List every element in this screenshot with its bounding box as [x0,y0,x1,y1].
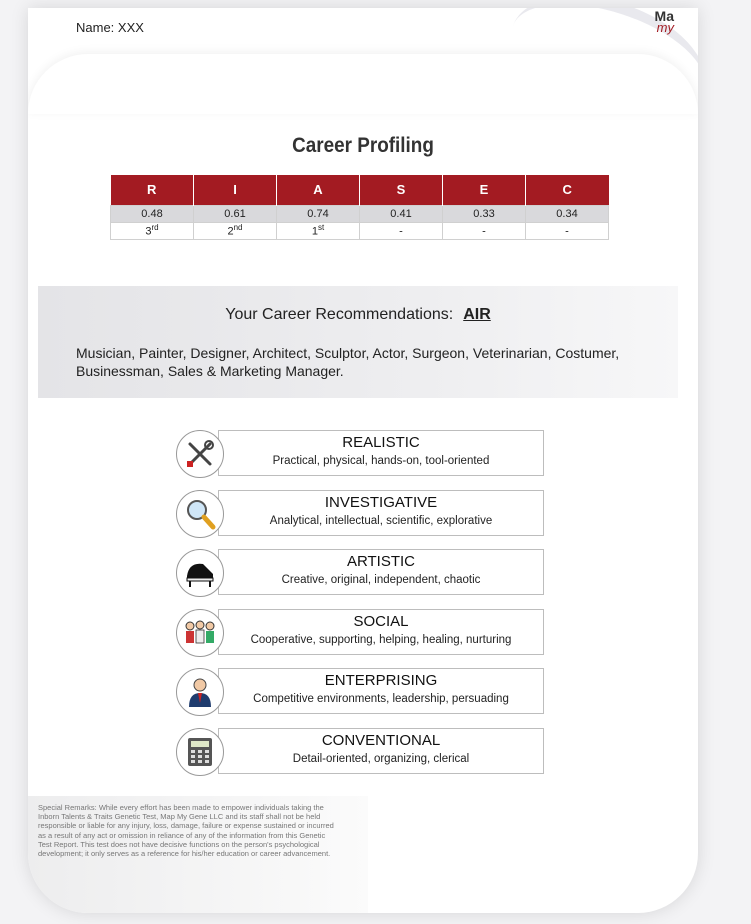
rank-cell [443,222,526,239]
type-row-social [176,609,544,655]
header-cell-r: R [111,175,194,205]
type-description: Creative, original, independent, chaotic [281,574,481,587]
rank-number: 1 [311,225,318,238]
type-box [218,430,544,476]
logo-text-bottom: my [656,20,674,35]
page-header [28,8,698,56]
type-description: Practical, physical, hands-on, tool-oriented [272,455,490,467]
rank-cell [277,222,360,239]
logo-text-top: Ma [654,8,674,24]
type-box [218,668,544,714]
businessman-icon [176,668,224,716]
type-row-realistic [176,430,544,476]
tools-icon [176,430,224,478]
rank-number: - [565,225,569,238]
rank-suffix: nd [233,223,243,233]
riasec-scores-row [111,205,609,222]
rank-cell [526,222,609,239]
type-box [218,728,544,774]
type-name: INVESTIGATIVE [324,493,438,511]
name-label: Name: XXX [76,20,144,35]
recommendations-heading [38,306,678,324]
header-cell-a: A [277,175,360,205]
rank-cell [111,222,194,239]
rank-cell [194,222,277,239]
rank-suffix: st [317,223,325,233]
report-page [28,8,698,913]
content-top-edge [28,54,698,114]
type-box [218,549,544,595]
type-name: CONVENTIONAL [321,731,441,749]
header-cell-s: S [360,175,443,205]
type-name: ENTERPRISING [324,672,438,690]
score-cell: 0.33 [443,205,526,222]
type-description: Detail-oriented, organizing, clerical [292,752,470,765]
rank-suffix: rd [151,223,159,233]
career-types-list [176,430,544,788]
type-name: ARTISTIC [346,553,416,571]
type-row-enterprising [176,668,544,714]
rank-number: - [482,225,486,238]
recommendations-label: Your Career Recommendations: [225,306,454,323]
riasec-ranks-row [111,222,609,239]
header-cell-c: C [526,175,609,205]
rank-cell [360,222,443,239]
score-cell: 0.61 [194,205,277,222]
score-cell: 0.74 [277,205,360,222]
magnifier-icon [176,490,224,538]
rank-number: - [399,225,403,238]
type-box [218,609,544,655]
riasec-table [110,175,609,240]
rank-number: 2 [227,225,234,238]
special-remarks: Special Remarks: While every effort has been made to empower individuals taking the Inborn Talents & Traits Genetic Test, Map My Gene LLC and its staff shall not be held responsible or liable for any injury, loss, damage, failure or expense sustained or incurred as a result of any act or omission in reliance of any of the information from this Genetic Test Report. This test does not have decisive functions on the person's psychological development; it only serves as a reference for his/her education or career advancement. [38,803,334,859]
recommendations-panel [38,286,678,398]
score-cell: 0.48 [111,205,194,222]
rank-number: 3 [145,225,152,238]
type-name: SOCIAL [353,612,409,630]
score-cell: 0.41 [360,205,443,222]
type-row-investigative [176,490,544,536]
calculator-icon [176,728,224,776]
people-icon [176,609,224,657]
riasec-header-row [111,175,609,205]
type-name: REALISTIC [342,434,420,451]
type-row-artistic [176,549,544,595]
company-logo [655,10,674,34]
type-description: Competitive environments, leadership, persuading [253,693,509,706]
header-cell-e: E [443,175,526,205]
type-description: Cooperative, supporting, helping, healing, nurturing [250,633,512,646]
recommendations-code: AIR [463,306,491,323]
page-title: Career Profiling [292,134,434,157]
career-list: Musician, Painter, Designer, Architect, Sculptor, Actor, Surgeon, Veterinarian, Costumer, Businessman, Sales & Marketing Manager. [76,345,620,379]
type-description: Analytical, intellectual, scientific, explorative [269,514,493,527]
type-row-conventional [176,728,544,774]
piano-icon [176,549,224,597]
type-box [218,490,544,536]
score-cell: 0.34 [526,205,609,222]
header-cell-i: I [194,175,277,205]
